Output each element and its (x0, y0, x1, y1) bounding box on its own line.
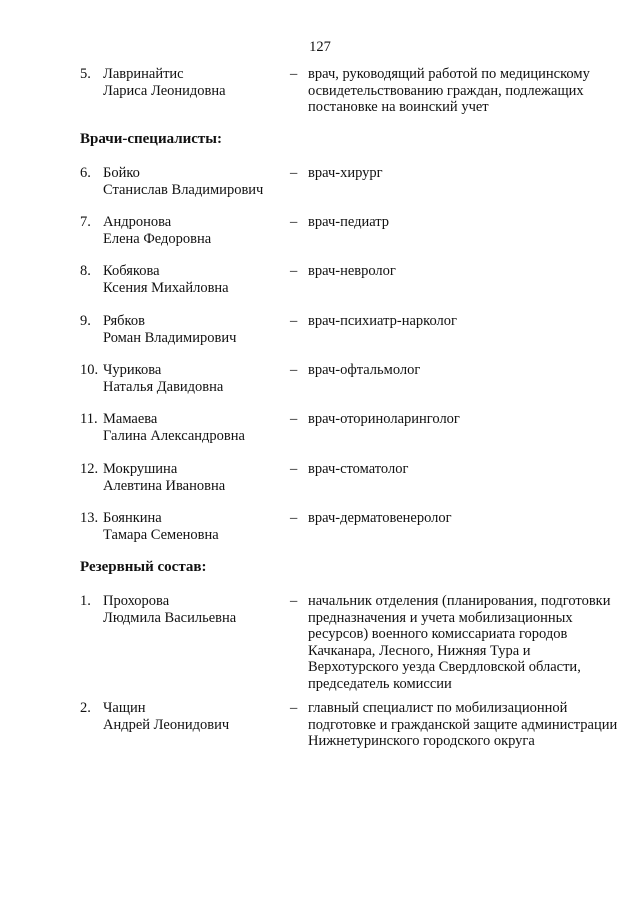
given-names: Елена Федоровна (103, 230, 212, 247)
surname: Бойко (103, 165, 140, 181)
dash-separator: – (290, 411, 298, 427)
dash-separator: – (290, 263, 298, 279)
entry-number: 8. (80, 263, 91, 279)
position-description: врач-невролог (308, 263, 396, 279)
entry-number: 7. (80, 214, 91, 230)
entry-number: 13. (80, 510, 99, 526)
given-names: Людмила Васильевна (103, 609, 237, 626)
dash-separator: – (290, 362, 298, 378)
entry-number: 10. (80, 362, 99, 378)
person-name (103, 411, 293, 444)
given-names: Андрей Леонидович (103, 716, 230, 733)
person-name (103, 66, 293, 99)
surname: Прохорова (103, 593, 170, 609)
position-description: врач-педиатр (308, 214, 390, 230)
section-heading-reserve: Резервный состав: (80, 559, 207, 575)
surname: Андронова (103, 214, 172, 230)
surname: Чурикова (103, 362, 162, 378)
position-description: врач, руководящий работой по медицинскому освидетельствованию граждан, подлежащих постановке на воинский учет (308, 66, 590, 115)
entry-number: 5. (80, 66, 91, 82)
given-names: Галина Александровна (103, 427, 245, 444)
surname: Лавринайтис (103, 66, 184, 82)
entry-number: 1. (80, 593, 91, 609)
given-names: Станислав Владимирович (103, 181, 264, 198)
person-name (103, 593, 293, 626)
given-names: Ксения Михайловна (103, 279, 229, 296)
surname: Боянкина (103, 510, 162, 526)
position-description: врач-хирург (308, 165, 383, 181)
given-names: Алевтина Ивановна (103, 477, 226, 494)
entry-number: 9. (80, 313, 91, 329)
person-name (103, 165, 293, 198)
entry-number: 2. (80, 700, 91, 716)
section-heading-specialists: Врачи-специалисты: (80, 131, 223, 147)
position-description: врач-оториноларинголог (308, 411, 460, 427)
entry-number: 11. (80, 411, 98, 427)
dash-separator: – (290, 313, 298, 329)
surname: Мамаева (103, 411, 158, 427)
given-names: Наталья Давидовна (103, 378, 224, 395)
page-number: 127 (309, 39, 331, 55)
position-description: врач-психиатр-нарколог (308, 313, 457, 329)
position-description: врач-офтальмолог (308, 362, 421, 378)
position-description: главный специалист по мобилизационной подготовке и гражданской защите администрации Нижнетуринского городского округа (308, 700, 618, 749)
surname: Кобякова (103, 263, 160, 279)
person-name (103, 263, 293, 296)
person-name (103, 700, 293, 733)
given-names: Лариса Леонидовна (103, 82, 226, 99)
dash-separator: – (290, 66, 298, 82)
given-names: Роман Владимирович (103, 329, 237, 346)
dash-separator: – (290, 510, 298, 526)
person-name (103, 362, 293, 395)
entry-number: 12. (80, 461, 99, 477)
person-name (103, 313, 293, 346)
given-names: Тамара Семеновна (103, 526, 219, 543)
dash-separator: – (290, 165, 298, 181)
position-description: врач-стоматолог (308, 461, 409, 477)
person-name (103, 461, 293, 494)
person-name (103, 510, 293, 543)
dash-separator: – (290, 700, 298, 716)
entry-number: 6. (80, 165, 91, 181)
surname: Мокрушина (103, 461, 178, 477)
surname: Чащин (103, 700, 146, 716)
position-description: врач-дерматовенеролог (308, 510, 452, 526)
dash-separator: – (290, 461, 298, 477)
person-name (103, 214, 293, 247)
dash-separator: – (290, 214, 298, 230)
dash-separator: – (290, 593, 298, 609)
surname: Рябков (103, 313, 145, 329)
position-description: начальник отделения (планирования, подготовки предназначения и учета мобилизационных ресурсов) военного комиссариата городов Качканара, Лесного, Нижняя Тура и Верхотурского уезда Свердловской области, председатель комиссии (308, 593, 611, 692)
